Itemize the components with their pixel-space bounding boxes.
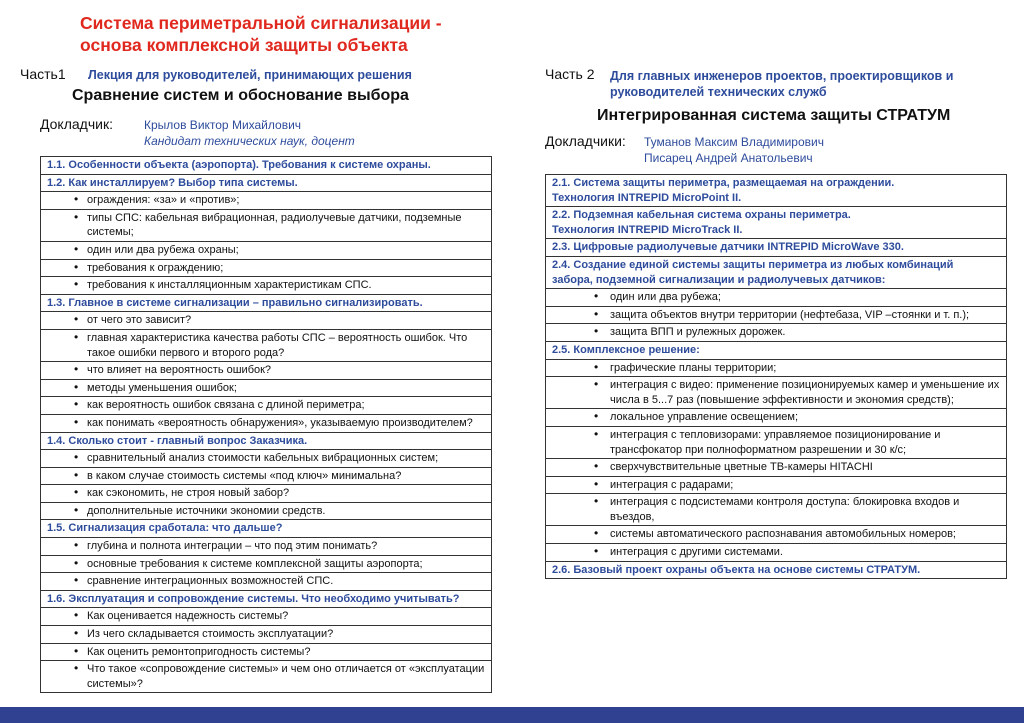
bullet-item	[41, 312, 492, 330]
section-header-text: 1.1. Особенности объекта (аэропорта). Требования к системе охраны.	[47, 159, 431, 171]
bullet-row	[546, 359, 1007, 377]
bullet-row	[41, 626, 492, 644]
bullet-text: • Из чего складывается стоимость эксплуатации?	[87, 628, 334, 641]
bullet-text: • типы СПС: кабельная вибрационная, радиолучевые датчики, подземные системы;	[87, 211, 462, 239]
bullet-item	[546, 494, 1007, 526]
bullet-item	[41, 450, 492, 468]
section-header-text: 2.6. Базовый проект охраны объекта на основе системы СТРАТУМ.	[552, 563, 921, 576]
bullet-text: • как понимать «вероятность обнаружения», указываемую производителем?	[87, 416, 473, 429]
bullet-text: • защита объектов внутри территории (нефтебаза, VIP –стоянки и т. п.);	[610, 308, 970, 321]
section-header-row	[41, 174, 492, 192]
part1-heading: Сравнение систем и обоснование выбора	[72, 87, 409, 104]
bullet-row	[546, 324, 1007, 342]
section-header-text: 1.4. Сколько стоит - главный вопрос Заказчика.	[47, 434, 308, 447]
section-header-cell	[546, 239, 1007, 257]
section-header-text-line-2: Технология INTREPID MicroPoint II.	[552, 191, 742, 204]
section-header-cell	[546, 561, 1007, 579]
section-header-cell	[41, 520, 492, 538]
bullet-item	[546, 377, 1007, 409]
bullet-item	[41, 362, 492, 380]
bullet-row	[41, 379, 492, 397]
bullet-text: • локальное управление освещением;	[610, 411, 799, 424]
part2-description-line-1: Для главных инженеров проектов, проектировщиков и	[610, 69, 954, 83]
bullet-text: • один или два рубежа;	[610, 291, 721, 304]
bullet-row	[546, 306, 1007, 324]
bullet-item	[41, 626, 492, 644]
bullet-text: • требования к инсталляционным характеристикам СПС.	[87, 279, 372, 292]
bullet-row	[41, 485, 492, 503]
bullet-row	[546, 289, 1007, 307]
part1-speaker-label: Докладчик:	[40, 116, 113, 132]
section-header-row	[41, 590, 492, 608]
section-header-cell	[41, 432, 492, 450]
section-header-text: 1.3. Главное в системе сигнализации – правильно сигнализировать.	[47, 296, 423, 309]
bullet-row	[41, 259, 492, 277]
section-header-row	[546, 256, 1007, 288]
section-header-row	[546, 175, 1007, 207]
bullet-row	[546, 494, 1007, 526]
bullet-row	[546, 426, 1007, 458]
bullet-item	[41, 259, 492, 277]
bullet-row	[546, 377, 1007, 409]
part2-speakers	[644, 134, 824, 166]
bullet-row	[41, 538, 492, 556]
bullet-row	[41, 608, 492, 626]
bullet-item	[41, 538, 492, 556]
bullet-text: • сравнение интеграционных возможностей СПС.	[87, 575, 334, 588]
bullet-text: • интеграция с тепловизорами: управляемое позиционирование и трансфокатор при полноформатном разрешении и 30 к/с;	[610, 428, 941, 456]
section-header-cell	[546, 207, 1007, 239]
bullet-text: • ограждения: «за» и «против»;	[87, 194, 240, 207]
bullet-item	[546, 526, 1007, 544]
bullet-row	[41, 450, 492, 468]
bullet-row	[41, 192, 492, 210]
part1-speaker	[144, 117, 355, 149]
section-header-text: 2.5. Комплексное решение:	[552, 343, 700, 356]
section-header-row	[546, 341, 1007, 359]
bullet-item	[546, 426, 1007, 458]
part2-outline-table	[545, 174, 1007, 579]
part2-speaker-label: Докладчики:	[545, 133, 626, 149]
bullet-text: • от чего это зависит?	[87, 314, 192, 327]
bullet-item	[41, 485, 492, 503]
bullet-row	[546, 409, 1007, 427]
section-header-row	[41, 294, 492, 312]
section-header-text-line-2: забора, подземной сигнализации и радиолучевых датчиков:	[552, 273, 886, 286]
bullet-item	[546, 306, 1007, 324]
part2-description	[610, 68, 953, 100]
bullet-text: • сверхчувствительные цветные ТВ-камеры HITACHI	[610, 461, 873, 474]
section-header-text: 2.4. Создание единой системы защиты периметра из любых комбинаций	[552, 258, 954, 271]
bullet-row	[41, 209, 492, 241]
bullet-text: • интеграция с подсистемами контроля доступа: блокировка входов и въездов,	[610, 496, 960, 523]
section-header-cell	[41, 294, 492, 312]
section-header-row	[546, 207, 1007, 239]
bullet-item	[41, 414, 492, 432]
part2-description-line-2: руководителей технических служб	[610, 85, 827, 99]
part2-label: Часть 2	[545, 66, 595, 82]
part1-label: Часть1	[20, 66, 66, 82]
bullet-item	[546, 359, 1007, 377]
bullet-row	[41, 555, 492, 573]
part2-speaker-name-1: Туманов Максим Владимирович	[644, 135, 824, 149]
bullet-text: • Что такое «сопровождение системы» и чем оно отличается от «эксплуатации системы»?	[87, 663, 485, 690]
bullet-row	[41, 241, 492, 259]
bullet-row	[41, 397, 492, 415]
section-header-text: 2.3. Цифровые радиолучевые датчики INTREPID MicroWave 330.	[552, 241, 904, 254]
bottom-bar	[0, 707, 1024, 723]
bullet-item	[546, 324, 1007, 342]
bullet-item	[41, 467, 492, 485]
section-header-text: 1.2. Как инсталлируем? Выбор типа системы.	[47, 176, 298, 189]
bullet-text: • что влияет на вероятность ошибок?	[87, 364, 272, 377]
bullet-item	[546, 459, 1007, 477]
bullet-item	[41, 192, 492, 210]
poster-title-line-1: Система периметральной сигнализации -	[80, 13, 442, 33]
bullet-text: • как сэкономить, не строя новый забор?	[87, 487, 290, 500]
bullet-item	[546, 409, 1007, 427]
bullet-item	[41, 241, 492, 259]
part2-speaker-name-2: Писарец Андрей Анатольевич	[644, 151, 813, 165]
section-header-row	[41, 520, 492, 538]
bullet-item	[41, 277, 492, 295]
bullet-text: • в каком случае стоимость системы «под ключ» минимальна?	[87, 469, 402, 482]
bullet-item	[41, 209, 492, 241]
bullet-text: • интеграция с видео: применение позиционируемых камер и уменьшение их числа в 5...7 раз (повышение эффективности и экономия средств);	[610, 379, 1000, 406]
section-header-text: 2.1. Система защиты периметра, размещаемая на ограждении.	[552, 177, 895, 189]
bullet-item	[41, 573, 492, 591]
bullet-text: • защита ВПП и рулежных дорожек.	[610, 326, 786, 339]
bullet-text: • системы автоматического распознавания автомобильных номеров;	[610, 528, 956, 541]
bullet-text: • один или два рубежа охраны;	[87, 243, 239, 256]
bullet-item	[41, 397, 492, 415]
bullet-row	[41, 643, 492, 661]
bullet-text: • интеграция с другими системами.	[610, 546, 783, 559]
bullet-text: • как вероятность ошибок связана с длиной периметра;	[87, 399, 365, 412]
section-header-row	[41, 432, 492, 450]
section-header-text: 2.2. Подземная кабельная система охраны периметра.	[552, 209, 851, 222]
section-header-row	[546, 239, 1007, 257]
section-header-cell	[41, 590, 492, 608]
section-header-cell	[41, 174, 492, 192]
bullet-text: • методы уменьшения ошибок;	[87, 381, 237, 394]
bullet-item	[41, 643, 492, 661]
bullet-item	[41, 608, 492, 626]
bullet-item	[41, 661, 492, 693]
bullet-item	[546, 289, 1007, 307]
bullet-text: • основные требования к системе комплексной защиты аэропорта;	[87, 557, 423, 570]
bullet-row	[41, 467, 492, 485]
bullet-row	[41, 329, 492, 361]
section-header-cell	[546, 175, 1007, 207]
bullet-row	[546, 459, 1007, 477]
section-header-text: 1.5. Сигнализация сработала: что дальше?	[47, 522, 283, 535]
bullet-text: • главная характеристика качества работы СПС – вероятность ошибок. Что такое ошибки первого и второго рода?	[87, 331, 468, 359]
poster-title	[80, 12, 530, 56]
part1-outline-table	[40, 156, 492, 693]
bullet-row	[41, 414, 492, 432]
part1-description: Лекция для руководителей, принимающих решения	[88, 68, 412, 82]
bullet-item	[546, 476, 1007, 494]
bullet-text: • графические планы территории;	[610, 361, 777, 374]
section-header-row	[41, 157, 492, 175]
bullet-item	[546, 544, 1007, 562]
section-header-cell	[41, 157, 492, 175]
poster-title-line-2: основа комплексной защиты объекта	[80, 35, 408, 55]
part2-heading: Интегрированная система защиты СТРАТУМ	[597, 107, 951, 124]
bullet-text: • сравнительный анализ стоимости кабельных вибрационных систем;	[87, 452, 439, 465]
bullet-row	[41, 502, 492, 520]
bullet-text: • дополнительные источники экономии средств.	[87, 504, 326, 517]
bullet-item	[41, 502, 492, 520]
bullet-item	[41, 329, 492, 361]
bullet-row	[41, 573, 492, 591]
section-header-cell	[546, 256, 1007, 288]
section-header-row	[546, 561, 1007, 579]
section-header-text-line-2: Технология INTREPID MicroTrack II.	[552, 223, 743, 236]
section-header-cell	[546, 341, 1007, 359]
bullet-text: • глубина и полнота интеграции – что под этим понимать?	[87, 540, 378, 553]
bullet-text: • Как оценить ремонтопригодность системы?	[87, 645, 311, 658]
bullet-text: • Как оценивается надежность системы?	[87, 610, 289, 623]
section-header-text: 1.6. Эксплуатация и сопровождение системы. Что необходимо учитывать?	[47, 592, 460, 605]
bullet-row	[41, 362, 492, 380]
bullet-row	[546, 476, 1007, 494]
bullet-text: • интеграция с радарами;	[610, 478, 734, 491]
bullet-row	[41, 312, 492, 330]
bullet-row	[546, 526, 1007, 544]
bullet-item	[41, 555, 492, 573]
bullet-row	[546, 544, 1007, 562]
bullet-row	[41, 661, 492, 693]
bullet-text: • требования к ограждению;	[87, 261, 224, 274]
part1-speaker-degree: Кандидат технических наук, доцент	[144, 134, 355, 148]
bullet-row	[41, 277, 492, 295]
bullet-item	[41, 379, 492, 397]
part1-speaker-name: Крылов Виктор Михайлович	[144, 118, 302, 132]
